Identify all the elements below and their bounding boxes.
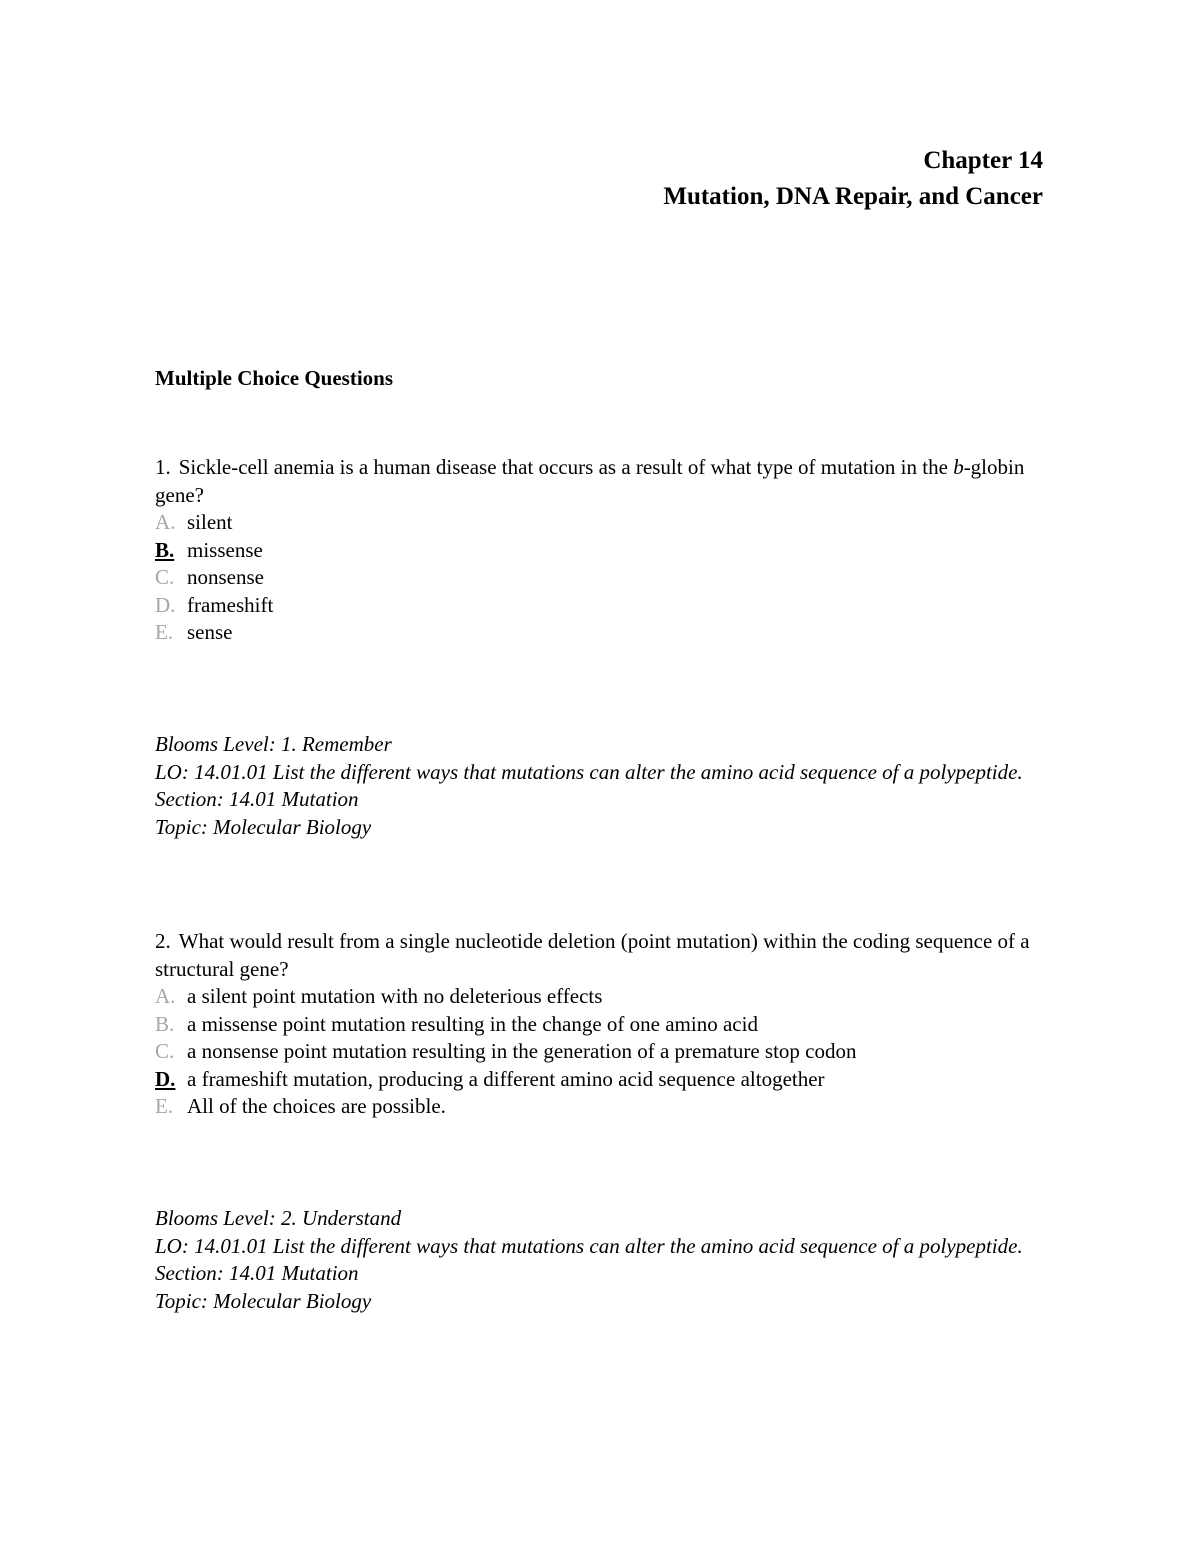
question-number: 1. <box>155 455 171 479</box>
choice-letter: A. <box>155 984 176 1008</box>
choice-letter: E. <box>155 620 174 644</box>
choice-letter: A. <box>155 510 176 534</box>
choice-c <box>155 1038 1035 1066</box>
question-2-metadata <box>155 1205 1035 1315</box>
choice-b-correct <box>155 537 1035 565</box>
choice-text: All of the choices are possible. <box>187 1094 446 1118</box>
blooms-level: Blooms Level: 1. Remember <box>155 732 392 756</box>
choice-letter: C. <box>155 1039 175 1063</box>
learning-objective: LO: 14.01.01 List the different ways that mutations can alter the amino acid sequence of a polypeptide. <box>155 759 1023 784</box>
choice-text: a silent point mutation with no deleterious effects <box>187 984 603 1008</box>
choice-text: a nonsense point mutation resulting in the generation of a premature stop codon <box>187 1039 857 1063</box>
choice-d <box>155 592 1035 620</box>
choice-letter: D. <box>155 592 176 617</box>
topic: Topic: Molecular Biology <box>155 1288 372 1313</box>
choice-text: silent <box>187 510 233 534</box>
choice-letter: E. <box>155 1094 174 1118</box>
choice-e <box>155 619 1035 647</box>
question-2 <box>155 928 1035 1121</box>
choice-a <box>155 983 1035 1011</box>
topic: Topic: Molecular Biology <box>155 814 372 839</box>
question-stem: 2. What would result from a single nucleotide deletion (point mutation) within the coding sequence of a structural gene? <box>155 929 1030 981</box>
chapter-header <box>663 143 1043 215</box>
choice-letter: D. <box>155 1066 176 1091</box>
choice-text: a missense point mutation resulting in the change of one amino acid <box>187 1011 758 1036</box>
learning-objective: LO: 14.01.01 List the different ways that mutations can alter the amino acid sequence of a polypeptide. <box>155 1233 1023 1258</box>
choice-d-correct <box>155 1066 1035 1094</box>
section-ref: Section: 14.01 Mutation <box>155 787 359 811</box>
question-number: 2. <box>155 929 171 953</box>
choice-letter: B. <box>155 1011 175 1036</box>
answer-choices <box>155 983 1035 1121</box>
choice-a <box>155 509 1035 537</box>
choice-b <box>155 1011 1035 1039</box>
choice-text: nonsense <box>187 565 264 589</box>
choice-text: frameshift <box>187 592 274 617</box>
section-ref: Section: 14.01 Mutation <box>155 1261 359 1285</box>
chapter-title: Mutation, DNA Repair, and Cancer <box>663 183 1043 210</box>
question-stem: 1. Sickle-cell anemia is a human disease that occurs as a result of what type of mutation in the b-globin gene? <box>155 455 1025 507</box>
question-1 <box>155 454 1035 647</box>
choice-letter: B. <box>155 537 175 562</box>
choice-text: sense <box>187 620 233 644</box>
section-title: Multiple Choice Questions <box>155 366 394 390</box>
chapter-number: Chapter 14 <box>923 147 1043 174</box>
choice-text: a frameshift mutation, producing a different amino acid sequence altogether <box>187 1066 825 1091</box>
choice-c <box>155 564 1035 592</box>
blooms-level: Blooms Level: 2. Understand <box>155 1206 402 1230</box>
question-1-metadata <box>155 731 1035 841</box>
choice-text: missense <box>187 537 263 562</box>
answer-choices <box>155 509 1035 647</box>
choice-e <box>155 1093 1035 1121</box>
choice-letter: C. <box>155 565 175 589</box>
